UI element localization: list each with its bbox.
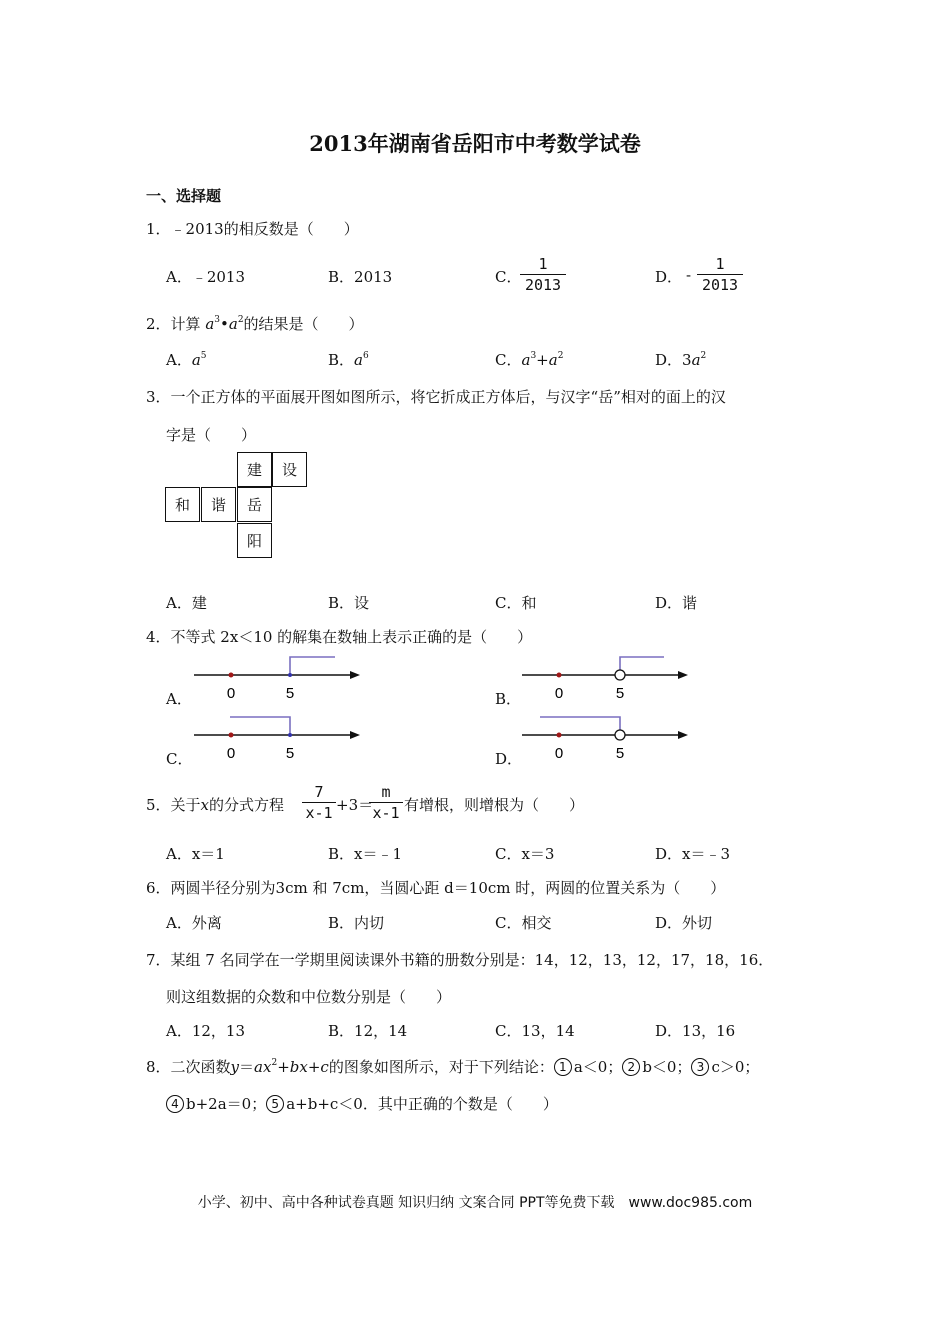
q1-option-c-fraction <box>520 255 566 294</box>
question-3-line-2: 字是（ ） <box>166 426 257 444</box>
page-title: 2013年湖南省岳阳市中考数学试卷 <box>309 131 641 156</box>
tick-label-5: 5 <box>285 745 295 762</box>
q6-option-d: D．外切 <box>655 914 713 932</box>
q4-option-d-label: D． <box>495 750 523 768</box>
net-cell: 岳 <box>237 487 272 522</box>
net-cell: 阳 <box>237 523 272 558</box>
page-footer: 小学、初中、高中各种试卷真题 知识归纳 文案合同 PPT等免费下载 www.doc985.com <box>197 1195 753 1211</box>
q8-conclusion-5: a+b+c＜0．其中正确的个数是（ ） <box>286 1095 558 1113</box>
q4-number-line-c <box>190 714 370 764</box>
fraction-numerator: 1 <box>538 255 548 273</box>
net-cell: 设 <box>272 452 307 487</box>
q2-option-c-label: C． <box>495 351 522 369</box>
q2-option-d-label: D．3 <box>655 351 692 369</box>
q2-stem-end: 的结果是（ ） <box>243 315 364 333</box>
question-8-line-2 <box>166 1093 558 1114</box>
q8-conclusion-1: a＜0； <box>573 1058 623 1076</box>
q5-stem-c: +3＝ <box>336 796 374 814</box>
net-cell: 谐 <box>201 487 236 522</box>
q2-option-d: D．$3a^2$ <box>655 351 707 369</box>
q7-option-b: B．12，14 <box>328 1022 408 1040</box>
q2-option-c: C．$a^3+a^2$ <box>495 351 564 369</box>
question-4-stem: 4．不等式 2x＜10 的解集在数轴上表示正确的是（ ） <box>146 628 533 646</box>
q4-option-a-label: A． <box>166 690 192 708</box>
question-7-line-1: 7．某组 7 名同学在一学期里阅读课外书籍的册数分别是：14，12，13，12，17，18，16． <box>146 951 774 969</box>
question-1-stem: 1．﹣2013的相反数是（ ） <box>146 220 359 238</box>
tick-label-0: 0 <box>226 745 236 762</box>
question-2-stem: 2．计算 $a^3•a^2$的结果是（ ） <box>146 315 364 333</box>
q5-stem-a: 5．关于 <box>146 796 201 814</box>
q4-option-b-label: B． <box>495 690 522 708</box>
tick-label-0: 0 <box>554 685 564 702</box>
q6-option-b: B．内切 <box>328 914 385 932</box>
fraction-denominator: 2013 <box>701 276 739 294</box>
q4-number-line-d <box>518 714 698 764</box>
net-cell: 和 <box>165 487 200 522</box>
q3-option-a: A．建 <box>166 594 207 612</box>
question-8-line-1: 8．二次函数$y=ax^2+bx+c$的图象如图所示，对于下列结论： 1 a＜0； 2 b＜0； 3 c＞0； <box>146 1058 760 1076</box>
fraction-denominator: x-1 <box>305 804 333 822</box>
question-3-line-1: 3．一个正方体的平面展开图如图所示，将它折成正方体后，与汉字“岳”相对的面上的汉 <box>146 388 726 406</box>
tick-label-0: 0 <box>554 745 564 762</box>
q1-option-d-fraction <box>697 255 743 294</box>
q4-option-c-label: C． <box>166 750 193 768</box>
q5-fraction-1 <box>302 783 336 822</box>
question-5-stem-start: 5．关于x的分式方程 <box>146 796 285 814</box>
q8-conclusion-3: c＞0； <box>711 1058 760 1076</box>
q5-option-c: C．x＝3 <box>495 845 555 863</box>
section-heading: 一、选择题 <box>146 187 222 205</box>
fraction-numerator: 1 <box>715 255 725 273</box>
q6-option-a: A．外离 <box>166 914 222 932</box>
q5-option-a: A．x＝1 <box>166 845 225 863</box>
q7-option-c: C．13，14 <box>495 1022 575 1040</box>
q3-option-c: C．和 <box>495 594 537 612</box>
fraction-numerator: 7 <box>314 783 324 801</box>
tick-label-5: 5 <box>285 685 295 702</box>
q5-option-b: B．x＝﹣1 <box>328 845 403 863</box>
q2-option-b: B．$a^6$ <box>328 351 369 369</box>
fraction-numerator: m <box>381 783 391 801</box>
tick-label-5: 5 <box>615 685 625 702</box>
q2-option-a: A．$a^5$ <box>166 351 207 369</box>
circled-number-5: 5 <box>266 1095 284 1113</box>
q1-option-a: A．﹣2013 <box>166 268 246 286</box>
q2-option-a-label: A． <box>166 351 192 369</box>
circled-number-4: 4 <box>166 1095 184 1113</box>
q4-number-line-a <box>190 654 370 704</box>
q8-conclusion-2: b＜0； <box>642 1058 692 1076</box>
q1-option-d-label: D． <box>655 268 683 286</box>
q5-option-d: D．x＝﹣3 <box>655 845 731 863</box>
q2-option-b-label: B． <box>328 351 355 369</box>
circled-number-2: 2 <box>622 1058 640 1076</box>
q5-fraction-2 <box>369 783 403 822</box>
circled-number-3: 3 <box>691 1058 709 1076</box>
fraction-denominator: x-1 <box>372 804 400 822</box>
net-cell: 建 <box>237 452 272 487</box>
q5-stem-b: 的分式方程 <box>209 796 285 814</box>
q3-option-d: D．谐 <box>655 594 698 612</box>
q8-stem-a: 8．二次函数 <box>146 1058 231 1076</box>
q8-stem-b: 的图象如图所示，对于下列结论： <box>328 1058 554 1076</box>
q4-number-line-b <box>518 654 698 704</box>
q2-stem-start: 2．计算 <box>146 315 206 333</box>
cube-net-figure <box>165 452 310 562</box>
tick-label-0: 0 <box>226 685 236 702</box>
question-6-stem: 6．两圆半径分别为3cm 和 7cm，当圆心距 d＝10cm 时，两圆的位置关系为（ ） <box>146 879 726 897</box>
tick-label-5: 5 <box>615 745 625 762</box>
q1-option-c-label: C． <box>495 268 522 286</box>
q3-option-b: B．设 <box>328 594 370 612</box>
q1-option-b: B．2013 <box>328 268 393 286</box>
question-7-line-2: 则这组数据的众数和中位数分别是（ ） <box>166 988 452 1006</box>
q1-option-d-sign: - <box>686 266 692 284</box>
q7-option-d: D．13，16 <box>655 1022 736 1040</box>
q5-stem-d: 有增根，则增根为（ ） <box>404 796 585 814</box>
q8-conclusion-4: b+2a＝0； <box>186 1095 267 1113</box>
q7-option-a: A．12，13 <box>166 1022 246 1040</box>
q6-option-c: C．相交 <box>495 914 552 932</box>
fraction-denominator: 2013 <box>524 276 562 294</box>
circled-number-1: 1 <box>554 1058 572 1076</box>
